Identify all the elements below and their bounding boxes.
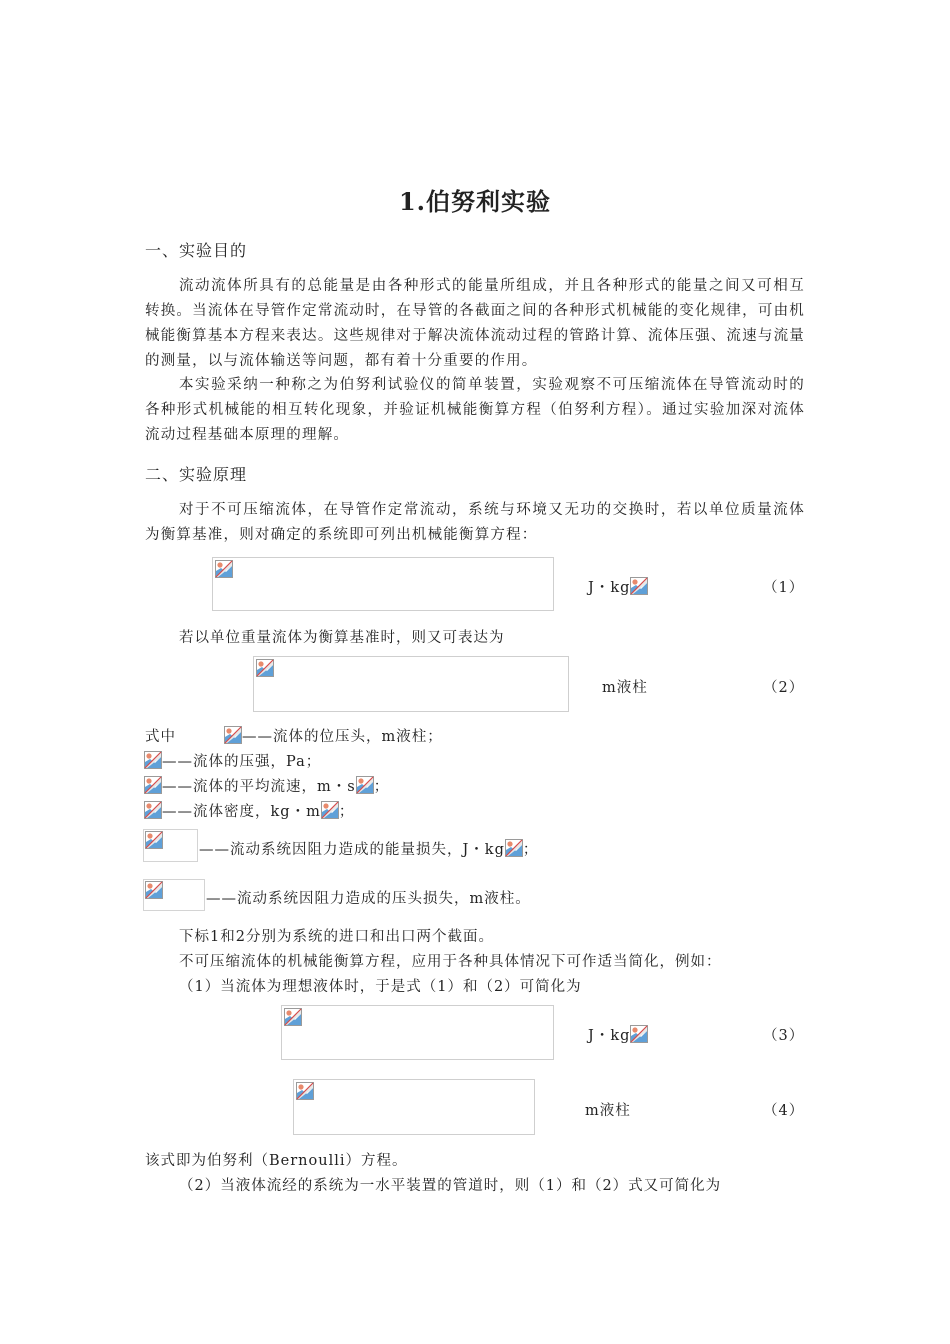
broken-image-icon — [144, 801, 162, 819]
equation-3-number: （3） — [763, 1028, 805, 1044]
note-ideal-liquid: （1）当流体为理想液体时，于是式（1）和（2）可简化为 — [179, 979, 582, 995]
equation-3-image — [281, 1005, 554, 1060]
page-title: 1.伯努利实验 — [398, 187, 552, 216]
symbol-p-description: ——流体的压强，Pa； — [162, 754, 322, 770]
symbol-def-z — [145, 725, 443, 746]
symbol-rho-end: ； — [338, 804, 355, 820]
equation-1-unit-text: J・kg — [588, 580, 631, 596]
equation-1-unit — [588, 576, 648, 597]
broken-image-icon — [630, 1025, 648, 1043]
symbol-def-Hf: ——流动系统因阻力造成的压头损失，m液柱。 — [206, 891, 531, 907]
symbol-z-description: ——流体的位压头，m液柱； — [242, 729, 443, 745]
broken-image-icon — [144, 751, 162, 769]
symbol-hf-description: ——流动系统因阻力造成的能量损失，J・kg — [199, 842, 505, 858]
symbol-prefix: 式中 — [145, 729, 176, 745]
symbol-def-rho — [144, 800, 354, 821]
equation-4-image — [293, 1079, 535, 1135]
symbol-u-description: ——流体的平均流速，m・s — [162, 779, 356, 795]
section-heading-purpose: 一、实验目的 — [145, 241, 248, 260]
symbol-def-p — [144, 750, 321, 771]
broken-image-icon — [215, 560, 233, 578]
equation-2-unit: m液柱 — [602, 680, 648, 696]
symbol-hf-image — [143, 829, 198, 862]
broken-image-icon — [256, 659, 274, 677]
symbol-rho-description: ——流体密度，kg・m — [162, 804, 321, 820]
paragraph-purpose-1: 流动流体所具有的总能量是由各种形式的能量所组成，并且各种形式的能量之间又可相互转换。当流体在导管作定常流动时，在导管的各截面之间的各种形式机械能的变化规律，可由机械能衡算基本方程来表达。这些规律对于解决流体流动过程的管路计算、流体压强、流速与流量的测量，以与流体输送等问题，都有着十分重要的作用。 — [145, 278, 805, 369]
broken-image-icon — [356, 776, 374, 794]
symbol-hf-end: ； — [522, 842, 539, 858]
section-heading-principle: 二、实验原理 — [145, 465, 248, 484]
broken-image-icon — [296, 1082, 314, 1100]
symbol-u-end: ； — [373, 779, 390, 795]
equation-2-number: （2） — [763, 680, 805, 696]
broken-image-icon — [284, 1008, 302, 1026]
equation-1-number: （1） — [763, 580, 805, 596]
paragraph-purpose-2: 本实验采纳一种称之为伯努利试验仪的简单装置，实验观察不可压缩流体在导管流动时的各种形式机械能的相互转化现象，并验证机械能衡算方程（伯努利方程）。通过实验加深对流体流动过程基础本原理的理解。 — [145, 377, 805, 443]
broken-image-icon — [144, 776, 162, 794]
symbol-def-u — [144, 775, 389, 796]
equation-4-unit: m液柱 — [585, 1103, 631, 1119]
broken-image-icon — [224, 726, 242, 744]
broken-image-icon — [630, 577, 648, 595]
broken-image-icon — [145, 881, 163, 899]
broken-image-icon — [505, 839, 523, 857]
equation-1-image — [212, 557, 554, 611]
equation-3-unit-text: J・kg — [588, 1028, 631, 1044]
paragraph-principle-2: 若以单位重量流体为衡算基准时，则又可表达为 — [179, 630, 505, 646]
equation-3-unit — [588, 1024, 648, 1045]
symbol-def-hf — [199, 838, 538, 859]
paragraph-principle-1: 对于不可压缩流体，在导管作定常流动，系统与环境又无功的交换时，若以单位质量流体为衡算基准，则对确定的系统即可列出机械能衡算方程： — [145, 502, 805, 543]
note-simplification: 不可压缩流体的机械能衡算方程，应用于各种具体情况下可作适当简化，例如： — [179, 954, 722, 970]
note-horizontal-pipe: （2）当液体流经的系统为一水平装置的管道时，则（1）和（2）式又可简化为 — [179, 1178, 722, 1194]
symbol-Hf-image — [143, 879, 205, 911]
note-subscripts: 下标1和2分别为系统的进口和出口两个截面。 — [179, 929, 494, 945]
broken-image-icon — [321, 801, 339, 819]
equation-4-number: （4） — [763, 1103, 805, 1119]
note-bernoulli: 该式即为伯努利（Bernoulli）方程。 — [145, 1153, 408, 1169]
equation-2-image — [253, 656, 569, 712]
broken-image-icon — [145, 831, 163, 849]
